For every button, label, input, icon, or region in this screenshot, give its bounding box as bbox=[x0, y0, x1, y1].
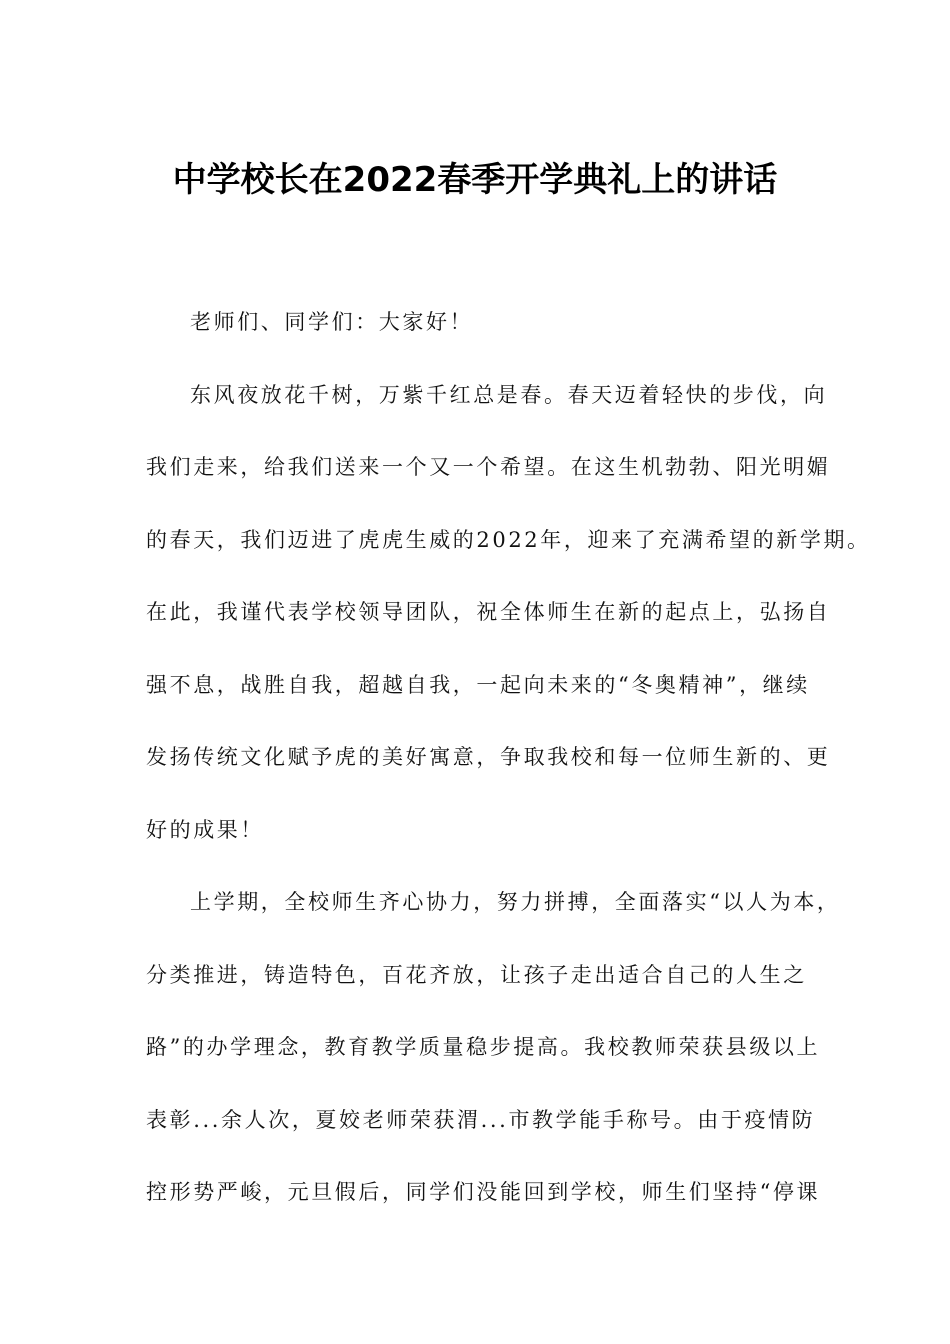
paragraph-line: 路”的办学理念，教育教学质量稳步提高。我校教师荣获县级以上 bbox=[146, 1035, 821, 1059]
paragraph-line: 的春天，我们迈进了虎虎生威的2022年，迎来了充满希望的新学期。 bbox=[146, 527, 871, 552]
paragraph-line: 表彰...余人次，夏姣老师荣获渭...市教学能手称号。由于疫情防 bbox=[146, 1107, 816, 1132]
paragraph-line: 上学期，全校师生齐心协力，努力拼搏，全面落实“以人为本， bbox=[190, 890, 841, 914]
paragraph-line: 强不息，战胜自我，超越自我，一起向未来的“冬奥精神”，继续 bbox=[146, 672, 810, 697]
paragraph-line: 分类推进，铸造特色，百花齐放，让孩子走出适合自己的人生之 bbox=[146, 962, 807, 987]
document-body bbox=[146, 302, 871, 1245]
paragraph-line: 控形势严峻，元旦假后，同学们没能回到学校，师生们坚持“停课 bbox=[146, 1180, 821, 1204]
document-title: 中学校长在2022春季开学典礼上的讲话 bbox=[172, 160, 778, 200]
salutation-line: 老师们、同学们：大家好！ bbox=[190, 310, 474, 334]
paragraph-line: 在此，我谨代表学校领导团队，祝全体师生在新的起点上，弘扬自 bbox=[146, 600, 831, 624]
paragraph-line: 我们走来，给我们送来一个又一个希望。在这生机勃勃、阳光明媚 bbox=[146, 455, 831, 479]
paragraph-line: 好的成果！ bbox=[146, 817, 264, 842]
paragraph-line: 发扬传统文化赋予虎的美好寓意，争取我校和每一位师生新的、更 bbox=[146, 745, 831, 769]
paragraph-line: 东风夜放花千树，万紫千红总是春。春天迈着轻快的步伐，向 bbox=[190, 382, 828, 407]
